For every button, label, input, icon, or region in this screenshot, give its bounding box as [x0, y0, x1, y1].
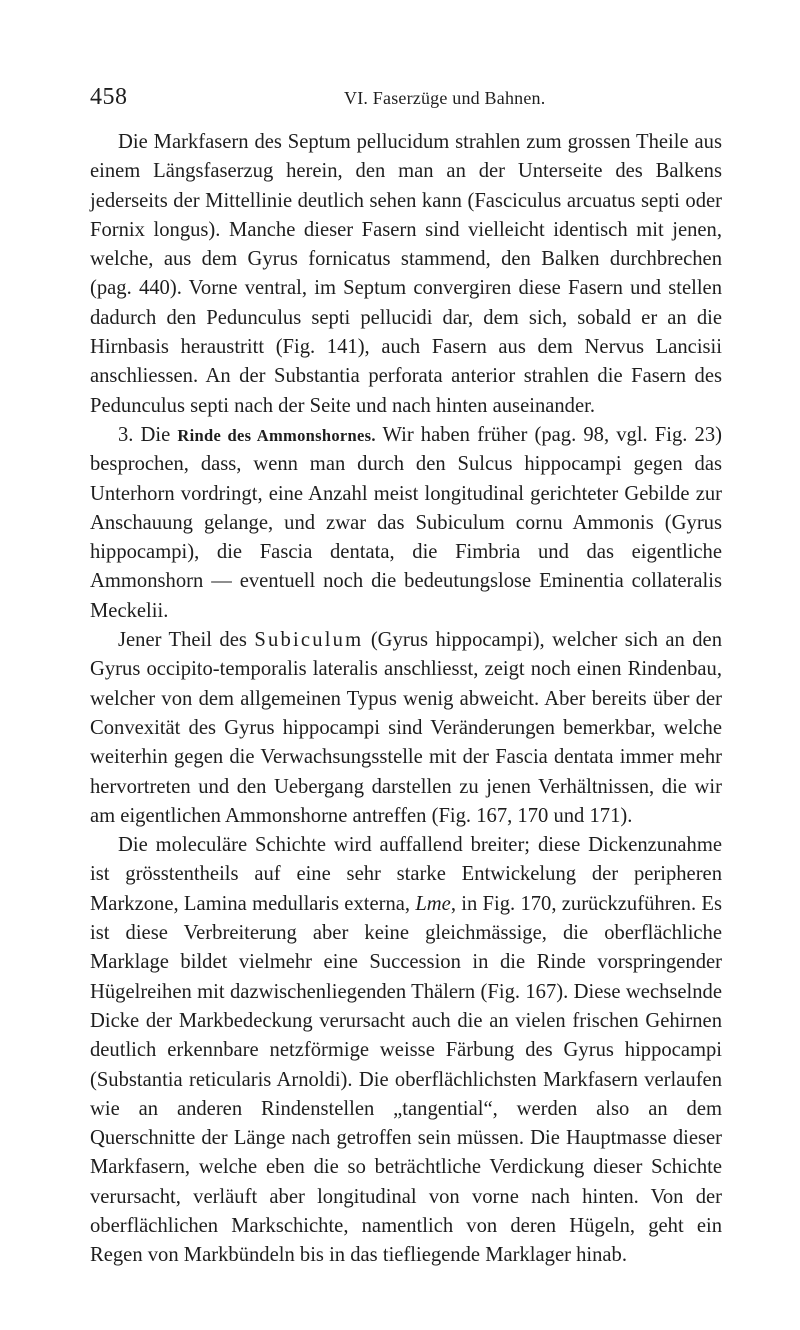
paragraph-rest: Wir haben früher (pag. 98, vgl. Fig. 23) besprochen, dass, wenn man durch den Sulcus hippocampi gegen das Unterhorn vordringt, eine Anzahl meist longitudinal gerichteter Gebilde zur Anschauung gelange, und zwar das Subiculum cornu Ammonis (Gyrus hippocampi), die Fascia dentata, die Fimbria und das eigentliche Ammonshorn — eventuell noch die bedeutungslose Eminentia collateralis Meckelii.	[90, 423, 722, 622]
paragraph-lead: Die moleculäre Schichte wird auffallend breiter; diese Dickenzunahme ist grösstentheils auf eine sehr starke Entwickelung der peripheren Markzone, Lamina medullaris externa,	[90, 834, 722, 915]
page-number: 458	[90, 84, 128, 110]
paragraph-rest: (Gyrus hippocampi), welcher sich an den Gyrus occipito-temporalis lateralis anschliesst, zeigt noch einen Rindenbau, welcher von dem allgemeinen Typus wenig abweicht. Aber bereits über der Convexität des Gyrus hippocampi sind Veränderungen bemerkbar, welche weiterhin gegen die Verwachsungsstelle mit der Fascia dentata immer mehr hervortreten und den Uebergang darstellen zu jenen Verhältnissen, die wir am eigentlichen Ammonshorne antreffen (Fig. 167, 170 und 171).	[90, 629, 722, 827]
spaced-term: Subiculum	[254, 629, 364, 652]
body-text	[90, 128, 722, 1271]
paragraph-rest: , in Fig. 170, zurückzuführen. Es ist diese Verbreiterung aber keine gleichmässige, die oberflächliche Marklage bildet vielmehr eine Succession in die Rinde vorspringender Hügelreihen mit dazwischenliegenden Thälern (Fig. 167). Diese wechselnde Dicke der Markbedeckung verursacht auch die an vielen frischen Gehirnen deutlich erkennbare netzförmige weisse Färbung des Gyrus hippocampi (Substantia reticularis Arnoldi). Die oberflächlichsten Markfasern verlaufen wie an anderen Rindenstellen „tangential“, werden also an dem Querschnitte der Länge nach getroffen sein müssen. Die Hauptmasse dieser Markfasern, welche eben die so beträchtliche Verdickung dieser Schichte verursacht, verläuft aber longitudinal von vorne nach hinten. Von der oberflächlichen Markschichte, namentlich von deren Hügeln, geht ein Regen von Markbündeln bis in das tiefliegende Marklager hinab.	[90, 892, 723, 1267]
paragraph-lead: Jener Theil des	[118, 629, 255, 652]
figure-abbreviation: Lme	[415, 892, 451, 915]
section-heading: Rinde des Ammonshornes.	[177, 425, 376, 445]
section-title: VI. Faserzüge und Bahnen.	[344, 88, 546, 108]
paragraph-moleculaere-schichte	[90, 831, 722, 1270]
paragraph-lead: 3. Die	[118, 423, 178, 446]
paragraph-septum: Die Markfasern des Septum pellucidum strahlen zum grossen Theile aus einem Längsfaserzug herein, den man an der Unterseite des Balkens jederseits der Mittellinie deutlich sehen kann (Fasciculus arcuatus septi oder Fornix longus). Manche dieser Fasern sind vielleicht identisch mit jenen, welche, aus dem Gyrus fornicatus stammend, den Balken durchbrechen (pag. 440). Vorne ventral, im Septum convergiren diese Fasern und stellen dadurch den Pedunculus septi pellucidi dar, dem sich, sobald er an die Hirnbasis heraustritt (Fig. 141), auch Fasern aus dem Nervus Lancisii anschliessen. An der Substantia perforata anterior strahlen die Fasern des Pedunculus septi nach der Seite und nach hinten auseinander.	[90, 131, 722, 417]
paragraph-subiculum	[90, 626, 722, 831]
paragraph-ammonshorn	[90, 421, 722, 626]
running-head	[90, 84, 720, 112]
